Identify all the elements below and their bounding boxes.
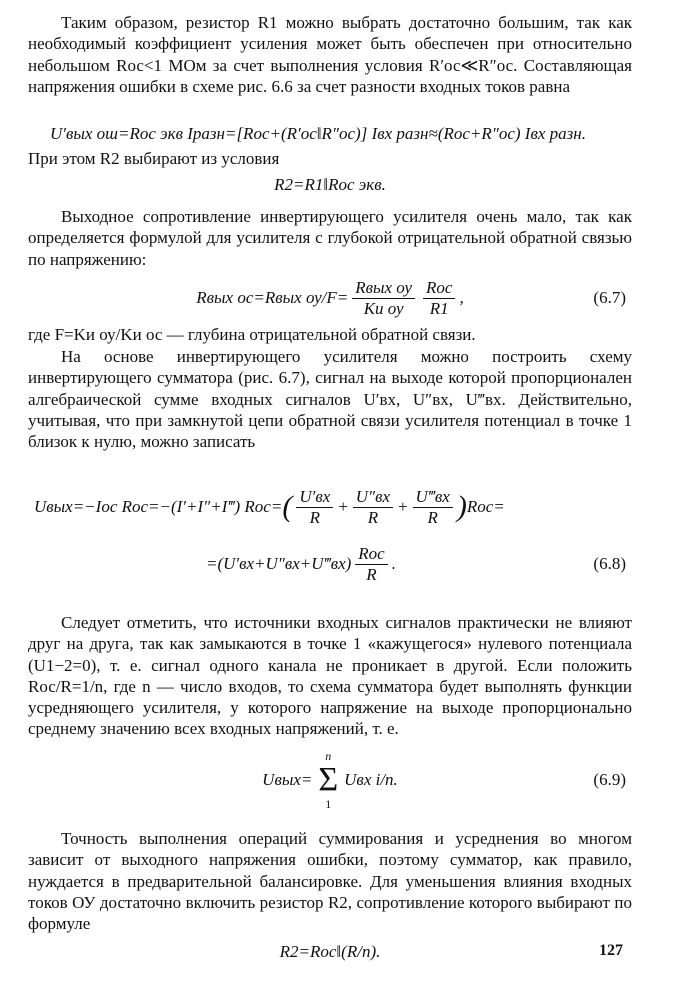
eq68-n3: U‴вх (413, 487, 453, 508)
equation-6-8-line-1 (28, 478, 632, 536)
formula-error-voltage: U′вых ош=Rос экв Iразн=[Rос+(R′ос‖R″ос)] Iвх разн≈(Rос+R″ос) Iвх разн. (50, 124, 586, 143)
paragraph-7: Точность выполнения операций суммирования и усреднения во многом зависит от выходного напряжения ошибки, поэтому сумматор, как правило, нуждается в предварительной балансировке. Для уменьшения влияния входных токов ОУ достаточно включить резистор R2, сопротивление которого выбирают по формуле (28, 829, 632, 934)
formula-r2-summator: R2=Rос‖(R/n). (279, 942, 381, 961)
equation-6-8-line-2 (28, 536, 632, 592)
formula-r2-condition: R2=R1‖Rос экв. (274, 175, 386, 194)
eq67-num1: Rвых оу (352, 278, 415, 299)
eq67-fraction-2 (423, 278, 455, 319)
eq67-num2: Rос (423, 278, 455, 299)
eq68b-den: R (366, 564, 377, 584)
equation-6-9 (28, 744, 632, 816)
eq69-left: Uвых= (262, 770, 313, 789)
eq68b-tail: . (391, 554, 396, 573)
paragraph-1: Таким образом, резистор R1 можно выбрать достаточно большим, так как необходимый коэффициент усиления может быть обеспечен при относительно небольшом Rос<1 МОм за счет выполнения условия R′ос≪R″ос. Составляющая напряжения ошибки в схеме рис. 6.6 за счет разности входных токов равна (28, 13, 632, 96)
sum-sigma-icon: Σ (318, 761, 339, 798)
eq68-fraction-2 (353, 487, 393, 528)
eq68-plus-1: + (337, 497, 349, 516)
eq68-left: Uвых=−Iос Rос=−(I′+I″+I‴) Rос= (34, 497, 283, 516)
eq68-open-paren: ( (282, 490, 293, 523)
equation-number-6-7: (6.7) (593, 288, 626, 307)
eq67-den2: R1 (429, 298, 449, 318)
eq68b-left: =(U′вх+U″вх+U‴вх) (206, 554, 352, 573)
eq68-d2: R (367, 507, 379, 527)
eq67-den1: Kи оу (363, 298, 404, 318)
paragraph-3: Выходное сопротивление инвертирующего усилителя очень мало, так как определяется формулой для усилителя с глубокой отрицательной обратной связью по напряжению: (28, 207, 632, 269)
eq68-tail: Rос= (466, 497, 505, 516)
eq68b-num: Rос (355, 544, 387, 565)
equation-number-6-8: (6.8) (593, 554, 626, 573)
eq68b-fraction (355, 544, 387, 585)
equation-number-6-9: (6.9) (593, 770, 626, 789)
eq68-n1: U′вх (296, 487, 333, 508)
page-number: 127 (599, 942, 623, 959)
eq67-left: Rвых ос=Rвых оу/F= (196, 288, 349, 307)
eq69-sum-top: n (325, 749, 332, 763)
paragraph-5: На основе инвертирующего усилителя можно построить схему инвертирующего сумматора (рис. 6.7), сигнал на выходе которой пропорционален алгебраической сумме входных сигналов U′вх, U″вх, U‴вх. Действительно, учитывая, что при замкнутой цепи обратной связи усилителя потенциал в точке 1 близок к нулю, можно записать (28, 347, 632, 452)
eq68-fraction-1 (296, 487, 333, 528)
equation-6-7 (28, 272, 632, 324)
eq68-fraction-3 (413, 487, 453, 528)
eq68-d1: R (309, 507, 320, 527)
eq69-sum-bottom: 1 (325, 797, 332, 811)
eq68-plus-2: + (397, 497, 409, 516)
eq68-n2: U″вх (353, 487, 393, 508)
paragraph-4: где F=Kи оу/Kи ос — глубина отрицательной обратной связи. (28, 325, 476, 344)
paragraph-2: При этом R2 выбирают из условия (28, 149, 280, 168)
eq67-fraction-1 (352, 278, 415, 319)
paragraph-6: Следует отметить, что источники входных сигналов практически не влияют друг на друга, так как замыкаются в точке 1 «кажущегося» нулевого потенциала (U1−2=0), т. е. сигнал одного канала не проникает в другой. Если положить Rос/R=1/n, где n — число входов, то схема сумматора будет выполнять функции усредняющего усилителя, у которого напряжение на выходе пропорционально среднему значению всех входных напряжений, т. е. (28, 613, 632, 739)
book-page (28, 12, 632, 966)
eq69-right: Uвх i/n. (344, 770, 398, 789)
eq69-sum (318, 749, 338, 811)
eq68-d3: R (427, 507, 438, 527)
eq67-tail: , (459, 288, 464, 307)
eq68-close-paren: ) (456, 490, 467, 523)
